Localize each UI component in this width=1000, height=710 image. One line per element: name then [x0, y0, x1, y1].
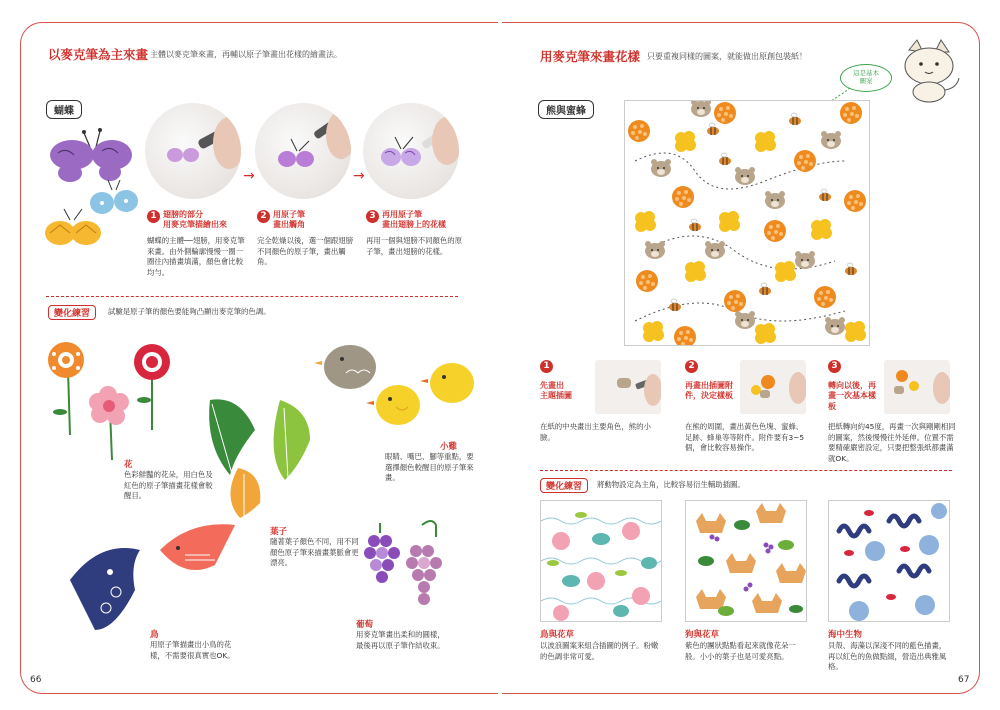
blue-butterfly — [90, 180, 138, 214]
practice-text-left: 試驗是原子筆的顏色要能夠凸顯出麥克筆的色調。 — [108, 307, 271, 316]
step1-thumbnail — [595, 360, 661, 414]
right-step1-text: 在紙的中央畫出主要角色，熊的小臉。 — [540, 422, 651, 442]
caption-flower-title: 花 — [124, 460, 133, 470]
pattern2-text: 紫色的團狀點點看起來就像花朵一般。小小的葉子也是可愛亮點。 — [685, 641, 796, 661]
practice-label-right: 變化練習 — [540, 478, 588, 493]
grape-bunch-2 — [406, 521, 442, 605]
left-step-2 — [257, 210, 357, 231]
step-title: 用原子筆 畫出觸角 — [273, 210, 305, 230]
orange-leaf — [230, 468, 260, 518]
step2-photo — [255, 103, 351, 199]
butterfly-intro-text: 蝴蝶的主體──翅膀，用麥克筆來畫。由外側輪廓慢慢一圈一圈往內描畫填滿，顏色會比較均勻。 — [147, 236, 245, 278]
step3-text: 再用一個與翅膀不同顏色的原子筆，畫出翅膀的花樣。 — [366, 236, 463, 256]
right-step-2 — [685, 360, 737, 402]
step-title: 轉向以後，再畫一次基本樣板 — [828, 381, 876, 411]
page-number-left: 66 — [30, 675, 42, 685]
step3-photo — [363, 103, 459, 199]
left-page-subtitle: 主體以麥克筆來畫，再輔以原子筆畫出花樣的繪畫法。 — [150, 50, 342, 59]
left-step-3 — [366, 210, 466, 231]
right-page-title: 用麥克筆來畫花樣 — [540, 49, 641, 64]
step-number: 1 — [540, 360, 553, 373]
dark-leaf — [209, 399, 255, 475]
section-divider — [540, 470, 952, 471]
section-label-butterfly: 蝴蝶 — [46, 100, 82, 119]
practice-label-left: 變化練習 — [48, 305, 96, 320]
step-number: 2 — [685, 360, 698, 373]
pattern-bird-plants — [540, 500, 662, 622]
red-flower — [134, 344, 170, 430]
right-step2-text: 在熊的周圍，畫出黃色色塊、蜜蜂、足跡、蜂巢等等附件。附件要有3~5個，會比較容易操作。 — [685, 422, 805, 453]
section-label-bear-bee: 熊與蜜蜂 — [538, 100, 594, 119]
yellow-chick-2 — [420, 363, 474, 403]
grapes-illustration — [360, 515, 450, 615]
step-title: 翅膀的部分 用麥克筆描繪出來 — [163, 210, 227, 230]
step-number: 1 — [147, 210, 160, 223]
page-number-right: 67 — [958, 675, 970, 685]
flowers-illustration — [40, 340, 190, 465]
grey-chick — [314, 345, 376, 389]
grape-bunch-1 — [364, 523, 400, 583]
butterflies-illustration — [40, 125, 145, 255]
caption-grape-title: 葡萄 — [356, 620, 374, 630]
pattern1-title: 鳥與花草 — [540, 630, 575, 640]
step3-thumbnail — [884, 360, 950, 414]
orange-flower — [48, 342, 84, 435]
yellow-butterfly — [45, 209, 101, 245]
cat-mascot-illustration — [895, 38, 965, 103]
right-step3-text: 把紙轉向約45度，再畫一次與剛剛相同的圖案，然後慢慢往外延伸。位置不需要精確嚴密設定，只要把整張紙都畫滿就OK。 — [828, 422, 956, 464]
right-step-1 — [540, 360, 590, 402]
pattern3-text: 貝殼、海藻以深淺不同的藍色描畫，再以紅色的魚做點綴，營造出典雅風格。 — [828, 641, 947, 672]
right-step-3 — [828, 360, 880, 412]
pattern2-title: 狗與花草 — [685, 630, 720, 640]
caption-bird-text: 用原子筆描畫出小鳥的花樣，不需要很真實也OK。 — [150, 640, 235, 660]
caption-grape-text: 用麥克筆畫出柔和的圓樣，最後再以原子筆作結收束。 — [356, 630, 445, 650]
step-number: 2 — [257, 210, 270, 223]
pattern-dog-plants — [685, 500, 807, 622]
bear-bee-pattern — [624, 100, 870, 346]
birds-illustration — [60, 520, 240, 640]
arrow-icon: → — [243, 168, 255, 184]
step-number: 3 — [828, 360, 841, 373]
section-divider — [46, 296, 458, 297]
pattern3-title: 海中生物 — [828, 630, 863, 640]
yellow-chick-1 — [366, 385, 420, 425]
left-page-title: 以麥克筆為主來畫 — [48, 47, 149, 62]
caption-flower-text: 色彩鮮豔的花朵，用白色及紅色的原子筆描畫花樣會較醒目。 — [124, 470, 213, 501]
left-step-1 — [147, 210, 247, 231]
speech-bubble-text: 這是基本 圖案 — [853, 69, 879, 85]
caption-leaf-title: 葉子 — [270, 527, 288, 537]
arrow-icon: → — [353, 168, 365, 184]
step-title: 再畫出插圖附件，決定樣板 — [685, 381, 733, 401]
step1-photo — [145, 103, 241, 199]
coral-bird — [160, 524, 235, 570]
caption-chick-text: 眼睛、嘴巴、腳等重點，要選擇顏色較醒目的原子筆來畫。 — [385, 452, 474, 483]
practice-text-right: 將動物設定為主角，比較容易衍生輔助插圖。 — [597, 480, 745, 489]
caption-leaf-text: 隨著葉子顏色不同，用不同顏色原子筆來描畫葉脈會更漂亮。 — [270, 537, 359, 568]
step-number: 3 — [366, 210, 379, 223]
right-page-subtitle: 只要重複同樣的圖案，就能做出原創包裝紙！ — [647, 52, 807, 61]
pattern1-text: 以波浪圖案來組合插圖的例子。粉嫩的色調非常可愛。 — [540, 641, 659, 661]
caption-bird-title: 鳥 — [150, 630, 159, 640]
navy-bird — [70, 548, 140, 630]
step2-text: 完全乾燥以後，選一個跟翅膀不同顏色的原子筆，畫出觸角。 — [257, 236, 354, 267]
pattern-sea-creatures — [828, 500, 950, 622]
step-title: 先畫出 主題插圖 — [540, 381, 572, 401]
caption-chick-title: 小雞 — [440, 442, 458, 452]
light-leaf — [274, 400, 310, 480]
leaves-illustration — [200, 390, 320, 520]
chicks-illustration — [310, 335, 480, 435]
step2-thumbnail — [740, 360, 806, 414]
step-title: 再用原子筆 畫出翅膀上的花樣 — [382, 210, 446, 230]
pink-flower — [89, 386, 129, 460]
purple-butterfly — [50, 128, 132, 182]
